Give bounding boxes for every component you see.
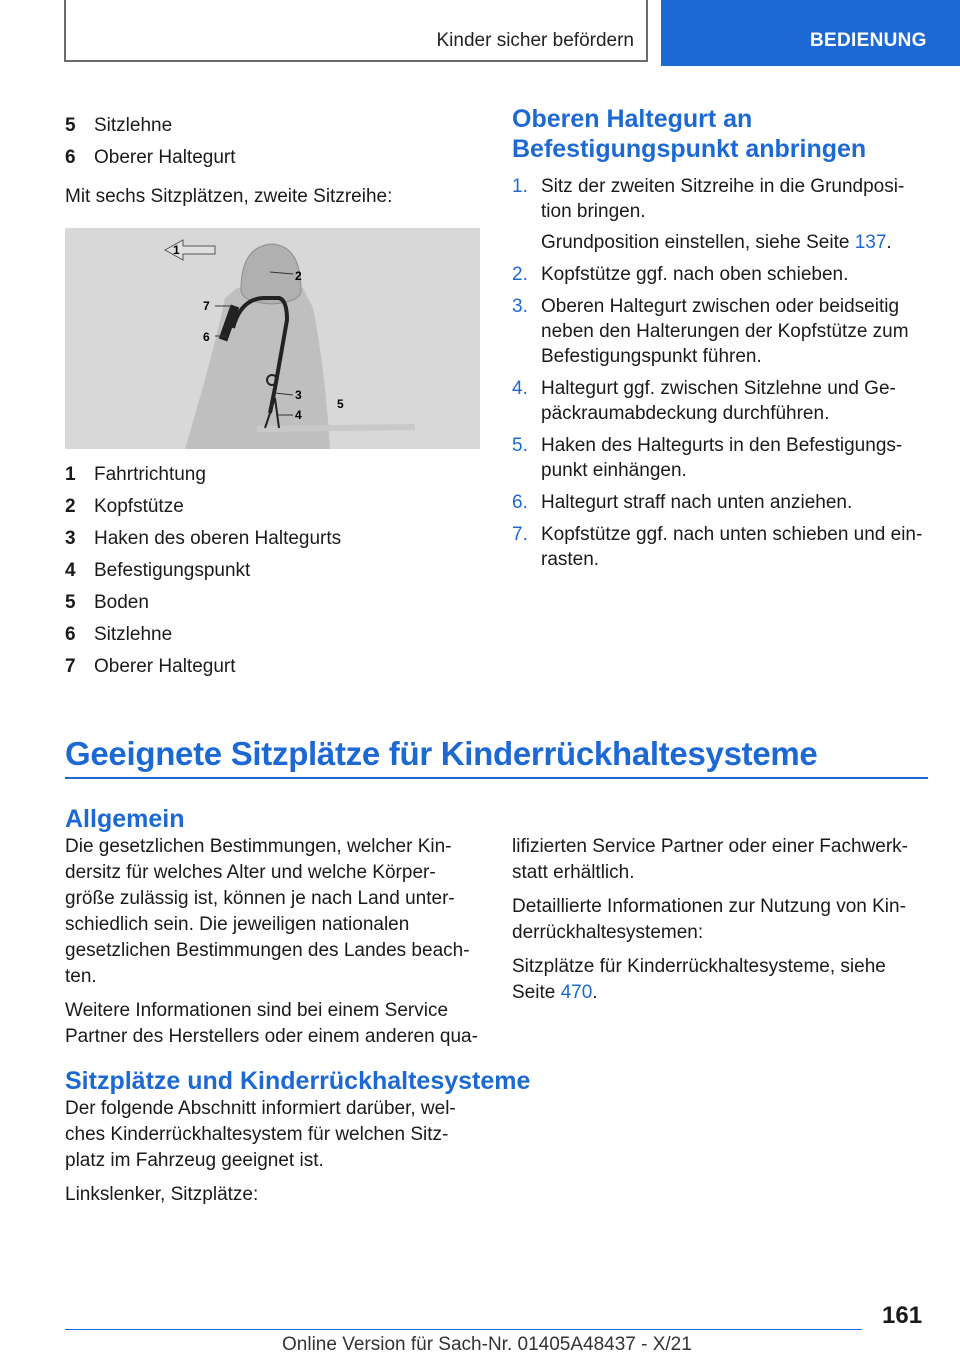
page-link-137[interactable]: 137: [854, 232, 887, 253]
attach-heading: [512, 104, 932, 164]
allgemein-paragraph: Die gesetzlichen Bestimmungen, welcher Kin-dersitz für welches Alter und welche Körper-größe zulässig ist, können je nach Land unter-schiedlich sein. Die jeweiligen nationalen gesetzlichen Bestimmungen des Landes beach-ten.: [65, 836, 470, 987]
step-text: Oberen Haltegurt zwischen oder beidseitig neben den Halterungen der Kopfstütze zum Befestigungspunkt führen.: [541, 296, 909, 367]
main-heading: Geeignete Sitzplätze für Kinderrückhaltesysteme: [65, 735, 818, 772]
step-item: [512, 376, 932, 426]
step-text: Haltegurt ggf. zwischen Sitzlehne und Ge-päckraumabdeckung durchführen.: [541, 378, 896, 424]
step-subtext: Grundposition einstellen, siehe Seite 137.: [541, 232, 892, 253]
footer-rule: [65, 1329, 862, 1330]
allgemein-paragraph: lifizierten Service Partner oder einer Fachwerk-statt erhältlich.: [512, 836, 908, 883]
attach-heading-line1: Oberen Haltegurt an: [512, 105, 753, 133]
callout-number: 3: [295, 388, 302, 402]
legend-item: [65, 619, 480, 651]
legend-item: [65, 587, 480, 619]
allgemein-paragraph: Detaillierte Informationen zur Nutzung von Kin-derrückhaltesystemen:: [512, 896, 906, 943]
header-chapter-box: [64, 0, 648, 62]
legend-label: Haken des oberen Haltegurts: [94, 528, 342, 549]
legend-label: Oberer Haltegurt: [94, 656, 236, 677]
legend-label: Fahrtrichtung: [94, 464, 206, 485]
step-number: 1.: [512, 176, 528, 197]
callout-number: 7: [203, 299, 210, 313]
step-item: [512, 490, 932, 515]
section-tab[interactable]: [661, 0, 960, 66]
step-text: Sitz der zweiten Sitzreihe in die Grundposi-tion bringen.: [541, 176, 905, 222]
step-item: [512, 174, 932, 255]
attach-heading-line2: Befestigungspunkt anbringen: [512, 135, 867, 163]
legend-number: 1: [65, 464, 76, 485]
legend-number: 4: [65, 560, 76, 581]
step-text: Kopfstütze ggf. nach oben schieben.: [541, 264, 849, 285]
allgemein-paragraph: Weitere Informationen sind bei einem Service Partner des Herstellers oder einem anderen qua-: [65, 1000, 478, 1047]
step-item: [512, 294, 932, 369]
legend-item: [65, 142, 480, 174]
allgemein-right: [512, 834, 932, 1006]
legend-number: 3: [65, 528, 76, 549]
callout-number: 5: [337, 397, 344, 411]
step-item: [512, 522, 932, 572]
legend-item: [65, 459, 480, 491]
step-text: Haltegurt straff nach unten anziehen.: [541, 492, 853, 513]
chapter-title: Kinder sicher befördern: [436, 30, 634, 51]
legend-number: 6: [65, 147, 76, 168]
step-number: 4.: [512, 378, 528, 399]
legend-number: 5: [65, 592, 76, 613]
legend-number: 2: [65, 496, 76, 517]
seats-paragraph: Linkslenker, Sitzplätze:: [65, 1184, 259, 1205]
seats-paragraph: Der folgende Abschnitt informiert darüber, wel-ches Kinderrückhaltesystem für welchen Sitz-platz im Fahrzeug geeignet ist.: [65, 1098, 456, 1171]
step-number: 7.: [512, 524, 528, 545]
right-column: [512, 104, 932, 579]
step-number: 2.: [512, 264, 528, 285]
legend-number: 5: [65, 115, 76, 136]
seats-section: [65, 1066, 565, 1208]
step-number: 6.: [512, 492, 528, 513]
legend-item: [65, 491, 480, 523]
heading-rule: [65, 777, 928, 779]
allgemein-left: [65, 804, 480, 1050]
legend-label: Sitzlehne: [94, 624, 173, 645]
legend-label: Kopfstütze: [94, 496, 184, 517]
legend-item: [65, 555, 480, 587]
legend-item: [65, 523, 480, 555]
footer-online-version: Online Version für Sach-Nr. 01405A48437 - X/21: [282, 1334, 692, 1355]
allgemein-paragraph: Sitzplätze für Kinderrückhaltesysteme, siehe Seite 470.: [512, 956, 886, 1003]
page-link-470[interactable]: 470: [560, 982, 593, 1003]
step-number: 5.: [512, 435, 528, 456]
step-item: [512, 433, 932, 483]
callout-number: 4: [295, 408, 302, 422]
callout-number: 2: [295, 269, 302, 283]
callout-number: 6: [203, 330, 210, 344]
headrest-illustration: [65, 228, 480, 449]
step-number: 3.: [512, 296, 528, 317]
legend-item: [65, 110, 480, 142]
step-text: Kopfstütze ggf. nach unten schieben und ein-rasten.: [541, 524, 923, 570]
step-item: [512, 262, 932, 287]
six-seats-caption: Mit sechs Sitzplätzen, zweite Sitzreihe:: [65, 186, 393, 207]
page-number: 161: [882, 1302, 923, 1329]
callout-number: 1: [173, 243, 180, 257]
legend-number: 7: [65, 656, 76, 677]
step-text: Haken des Haltegurts in den Befestigungs-punkt einhängen.: [541, 435, 903, 481]
legend-number: 6: [65, 624, 76, 645]
legend-label: Sitzlehne: [94, 115, 173, 136]
legend-label: Oberer Haltegurt: [94, 147, 236, 168]
legend-label: Befestigungspunkt: [94, 560, 251, 581]
legend-item: [65, 651, 480, 683]
tether-figure: [65, 228, 480, 449]
section-tab-label: BEDIENUNG: [810, 30, 927, 51]
allgemein-heading: Allgemein: [65, 805, 185, 833]
seats-heading: Sitzplätze und Kinderrückhaltesysteme: [65, 1067, 531, 1095]
left-column: [65, 110, 480, 683]
legend-label: Boden: [94, 592, 149, 613]
